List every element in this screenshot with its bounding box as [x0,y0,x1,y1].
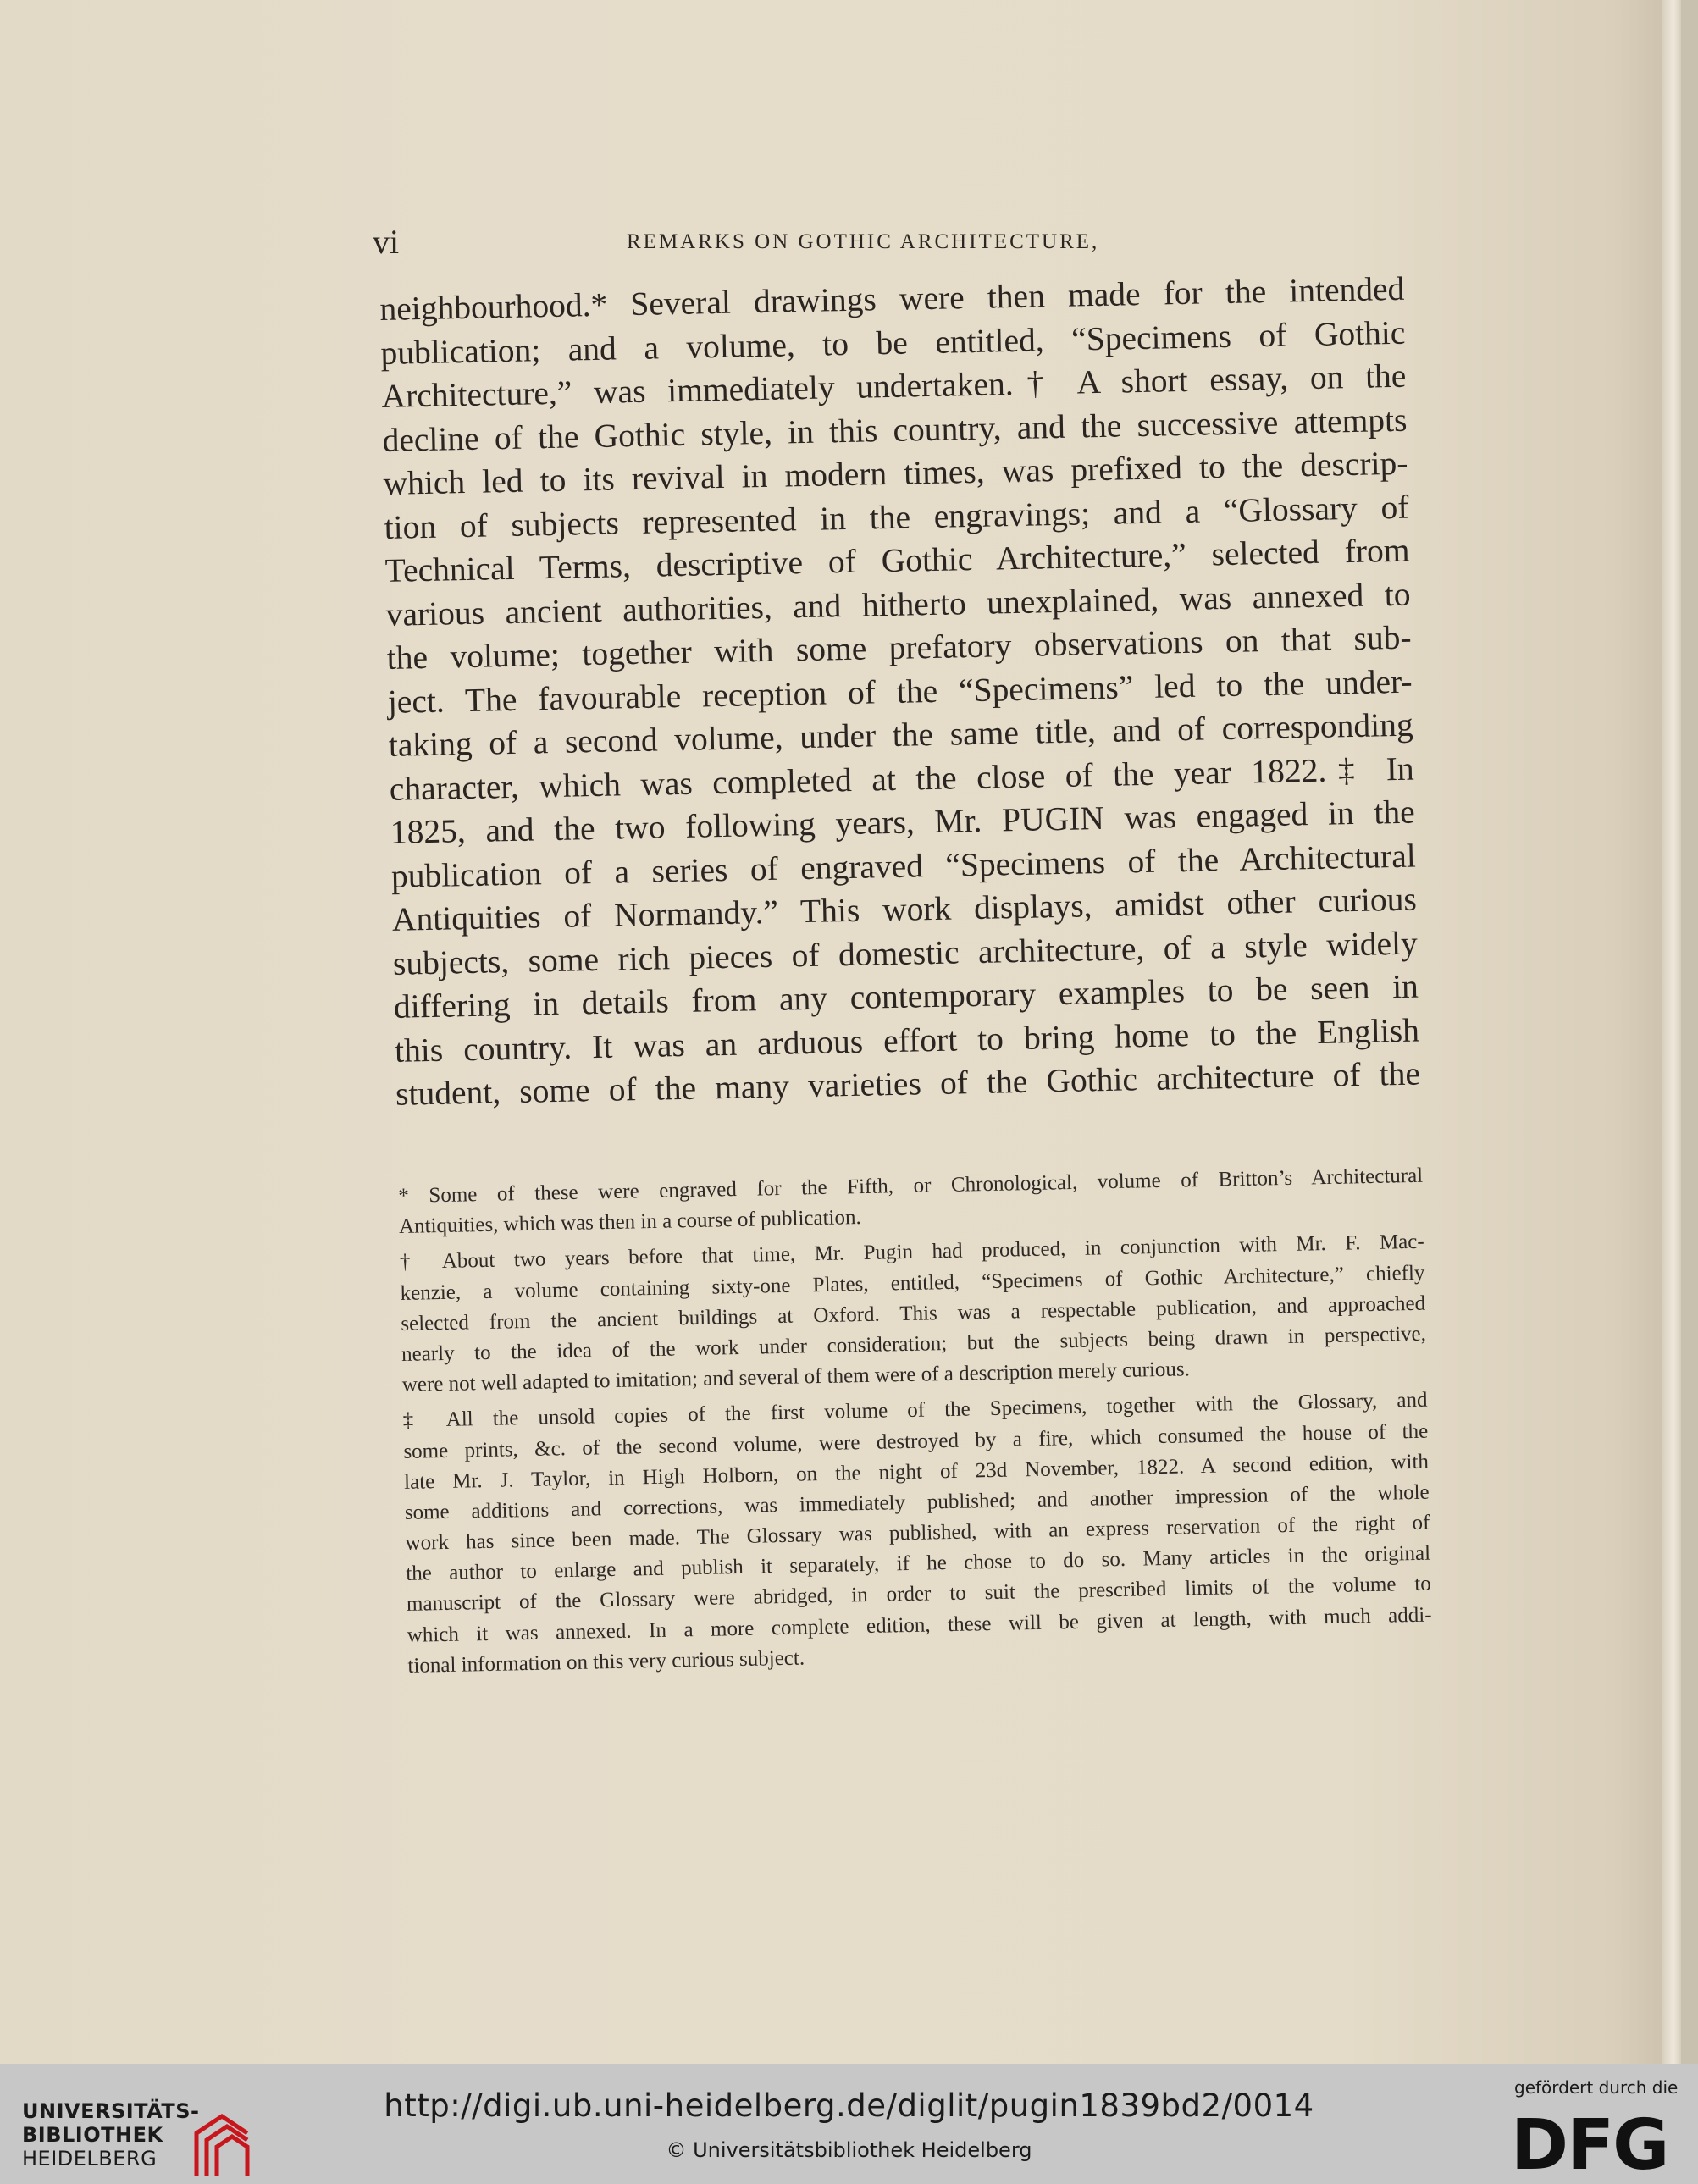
running-head [373,222,1397,273]
body-line: various ancient authorities, and hitherto unexplained, was annexed to [385,575,1411,633]
dfg-logo-text: DFG [1511,2105,1668,2179]
footnote-line: some prints, &c. of the second volume, were destroyed by a fire, which consumed the house of the [403,1419,1429,1463]
footnote-line: the author to enlarge and publish it separately, if he chose to do so. Many articles in the original [406,1541,1431,1586]
footnote-line: work has since been made. The Glossary was published, with an express reservation of the right of [405,1511,1430,1555]
footnote-line: manuscript of the Glossary were abridged, in order to suit the prescribed limits of the volume to [406,1573,1432,1617]
footnote-dagger [400,1227,1427,1401]
body-line: publication of a series of engraved “Specimens of the Architectural [390,837,1417,895]
body-line: tion of subjects represented in the engravings; and a “Glossary of [384,488,1409,546]
page-edge [1662,0,1681,2064]
body-line: this country. It was an arduous effort to bring home to the English [394,1011,1420,1070]
body-line: ject. The favourable reception of the “Specimens” led to the under- [387,662,1413,721]
funding-caption: gefördert durch die [1514,2077,1679,2098]
footnote-line: * Some of these were engraved for the Fifth, or Chronological, volume of Britton’s Architectural [398,1164,1424,1208]
footnote-double-dagger [402,1385,1432,1682]
body-line: subjects, some rich pieces of domestic architecture, of a style widely [392,924,1419,982]
body-line: Antiquities of Normandy.” This work displays, amidst other curious [391,880,1418,938]
body-line: Technical Terms, descriptive of Gothic Architecture,” selected from [384,531,1410,589]
body-line: decline of the Gothic style, in this country, and the successive attempts [382,401,1408,459]
body-line: the volume; together with some prefatory observations on that sub- [386,618,1412,677]
copyright-notice: © Universitätsbibliothek Heidelberg [666,2138,1032,2162]
body-line: taking of a second volume, under the same title, and of corresponding [388,705,1414,764]
footnote-line: some additions and corrections, was immediately published; and another impression of the whole [404,1480,1430,1524]
logo-text-line: BIBLIOTHEK [22,2123,163,2147]
body-text [379,268,1420,1117]
page-number: vi [373,223,400,261]
body-line: publication; and a volume, to be entitled, “Specimens of Gothic [380,313,1406,372]
logo-text-line: HEIDELBERG [22,2147,158,2170]
body-line: differing in details from any contemporary examples to be seen in [393,967,1419,1026]
footnote-line: late Mr. J. Taylor, in High Holborn, on the night of 23d November, 1822. A second edition, with [403,1450,1430,1494]
dfg-logo-icon [1507,2103,1677,2179]
footnote-line: nearly to the idea of the work under consideration; but the subjects being drawn in perspective, [401,1322,1427,1366]
body-line: character, which was completed at the close of the year 1822.‡ In [389,749,1415,808]
footnote-line: were not well adapted to imitation; and several of them were of a description merely curious. [401,1357,1191,1397]
footnote-line: Antiquities, which was then in a course of publication. [398,1206,861,1239]
body-line: student, some of the many varieties of the Gothic architecture of the [395,1054,1421,1113]
footnote-line: † About two years before that time, Mr. Pugin had produced, in conjunction with Mr. F. Mac- [399,1230,1424,1274]
permalink-url[interactable]: http://digi.ub.uni-heidelberg.de/diglit/pugin1839bd2/0014 [384,2087,1314,2124]
logo-text-line: UNIVERSITÄTS- [22,2099,200,2123]
footnote-line: tional information on this very curious subject. [407,1646,805,1678]
viewer-footer [0,2064,1698,2184]
footnotes [398,1161,1433,1682]
body-line: Architecture,” was immediately undertaken.† A short essay, on the [381,357,1407,415]
body-line: 1825, and the two following years, Mr. PUGIN was engaged in the [390,793,1416,851]
footnote-line: which it was annexed. In a more complete edition, these will be given at length, with much addi- [407,1603,1432,1647]
footnote-line: kenzie, a volume containing sixty-one Plates, entitled, “Specimens of Gothic Architecture,” chiefly [400,1261,1425,1305]
body-line: which led to its revival in modern times, was prefixed to the descrip- [383,444,1408,502]
footnote-line: selected from the ancient buildings at Oxford. This was a respectable publication, and approached [401,1291,1426,1335]
footnote-line: ‡ All the unsold copies of the first volume of the Specimens, together with the Glossary, and [402,1388,1428,1433]
dfg-funding[interactable] [1507,2077,1677,2179]
running-title: REMARKS ON GOTHIC ARCHITECTURE, [627,230,1100,253]
body-line: neighbourhood.* Several drawings were then made for the intended [379,269,1405,328]
